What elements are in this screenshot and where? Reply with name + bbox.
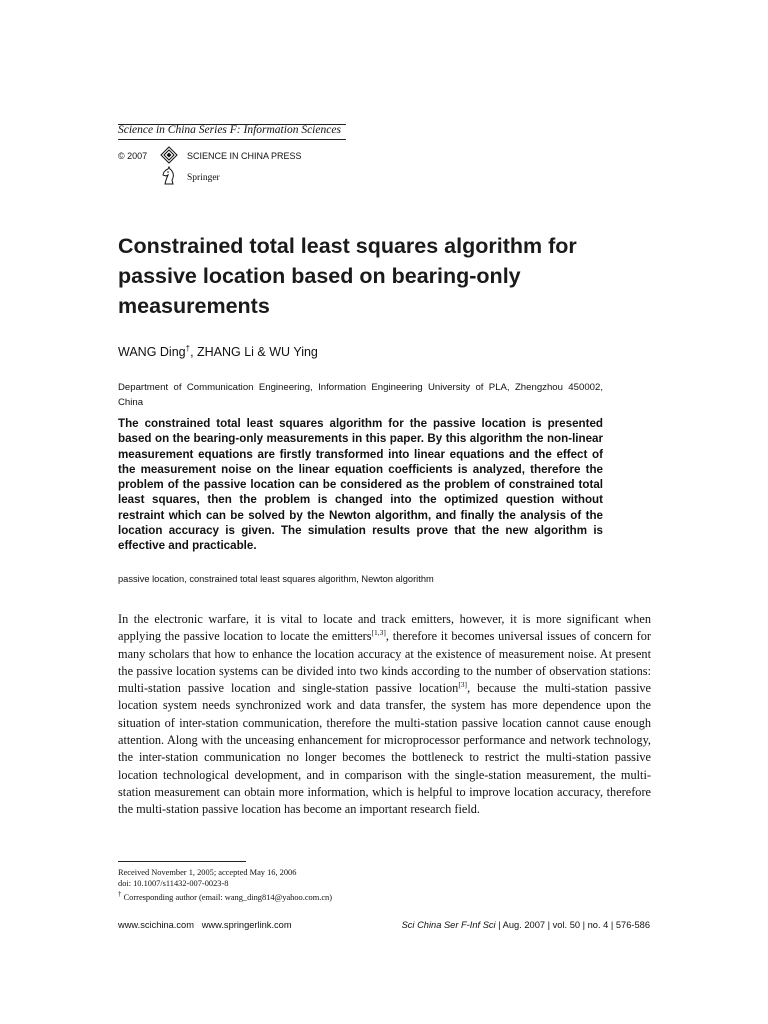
journal-name: Science in China Series F: Information Sciences (118, 124, 341, 136)
other-authors: , ZHANG Li & WU Ying (190, 345, 318, 360)
body-text-part: , because the multi-station passive location system needs synchronized work and data transfer, the system has more dependence upon the situation of inter-station communication, therefore the multi-station passive location cannot cause enough attention. Along with the unceasing enhancement for microprocessor performance and network technology, the inter-station communication no longer becomes the bottleneck to restrict the multi-station passive location technological development, and in comparison with the single-station measurement, the multi-station measurement can obtain more information, which is helpful to improve location accuracy, therefore the multi-station passive location has become an important research field. (118, 681, 651, 817)
copyright-year: © 2007 (118, 151, 148, 161)
press-name: SCIENCE IN CHINA PRESS (187, 151, 302, 161)
citation-ref[interactable]: [3] (458, 680, 468, 690)
footnotes (118, 867, 332, 903)
author-list (118, 344, 318, 359)
footnote-rule (118, 861, 246, 862)
corresponding-author-text: Corresponding author (email: wang_ding814@yahoo.com.cn) (121, 892, 333, 902)
citation-details: | Aug. 2007 | vol. 50 | no. 4 | 576-586 (495, 920, 650, 930)
first-author: WANG Ding (118, 345, 186, 360)
diamond-logo-icon (160, 146, 178, 164)
abstract: The constrained total least squares algorithm for the passive location is presented based on the bearing-only measurements in this paper. By this algorithm the non-linear measurement equations are firstly transformed into linear equations and the effect of the measurement noise on the linear equation coefficients is analyzed, therefore the problem of the passive location can be considered as the problem of constrained total least squares, then the problem is changed into the optimized question without restraint which can be solved by the Newton algorithm, and finally the analysis of the location accuracy is given. The simulation results prove that the new algorithm is effective and practicable. (118, 417, 603, 553)
footnote-mark: † (118, 890, 122, 898)
doi[interactable]: doi: 10.1007/s11432-007-0023-8 (118, 879, 229, 888)
paper-title: Constrained total least squares algorithm for passive location based on bearing-only measurements (118, 234, 577, 318)
citation-journal: Sci China Ser F-Inf Sci (401, 920, 496, 930)
publisher-name: Springer (187, 173, 220, 183)
corresponding-mark: † (185, 344, 191, 353)
affiliation: Department of Communication Engineering, Information Engineering University of PLA, Zhengzhou 450002, China (118, 382, 603, 408)
body-text-part: , therefore it becomes universal issues of concern for many scholars that how to enhance the location accuracy at the existence of measurement noise. At present the passive location systems can be divided into two kinds according to the number of observation stations: multi-station passive location and single-station passive location (118, 629, 651, 696)
footer-citation (402, 920, 650, 930)
body-paragraph (118, 611, 651, 819)
body-text-part: In the electronic warfare, it is vital to locate and track emitters, however, it is more significant when applying the passive location to locate the emitters (118, 612, 651, 644)
website-link[interactable]: www.springerlink.com (201, 920, 292, 930)
website-link[interactable]: www.scichina.com (118, 920, 194, 930)
received-date: Received November 1, 2005; accepted May 16, 2006 (118, 868, 297, 877)
chess-knight-icon (160, 166, 178, 186)
citation-ref[interactable]: [1,3] (371, 628, 386, 638)
corresponding-author (118, 889, 332, 903)
keywords: passive location, constrained total least squares algorithm, Newton algorithm (118, 574, 434, 584)
header-rule-bottom (118, 139, 346, 140)
footer-links (118, 920, 292, 930)
